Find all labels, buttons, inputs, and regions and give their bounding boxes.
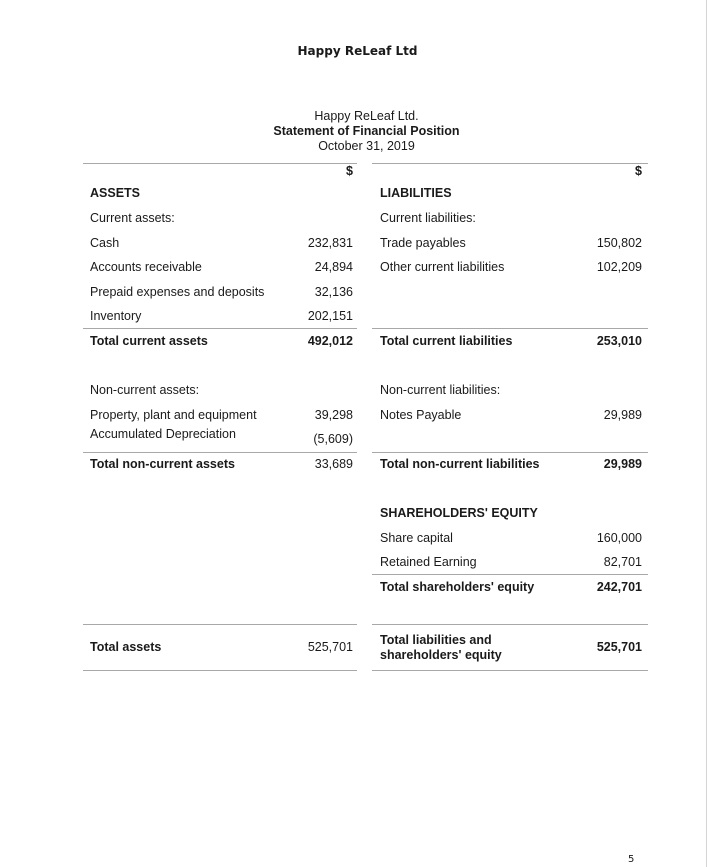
liability-label-other-current: Other current liabilities bbox=[380, 260, 505, 274]
asset-value-cash: 232,831 bbox=[307, 236, 353, 250]
total-noncurrent-assets-label: Total non-current assets bbox=[90, 457, 235, 471]
total-liabilities-equity-value: 525,701 bbox=[596, 640, 642, 654]
total-liabilities-equity-label-1: Total liabilities and bbox=[380, 633, 492, 647]
asset-label-inventory: Inventory bbox=[90, 309, 142, 323]
current-assets-heading: Current assets: bbox=[90, 211, 175, 225]
noncurrent-assets-heading: Non-current assets: bbox=[90, 383, 200, 397]
currency-symbol-left: $ bbox=[346, 164, 353, 178]
total-current-liabilities-value: 253,010 bbox=[596, 334, 642, 348]
liability-value-notes-payable: 29,989 bbox=[603, 408, 642, 422]
rule-total-assets-top bbox=[83, 624, 357, 625]
rule-noncurrent-assets bbox=[83, 452, 357, 453]
statement-title: Statement of Financial Position bbox=[273, 124, 460, 138]
rule-total-liabilities-top bbox=[372, 624, 648, 625]
equity-label-retained-earning: Retained Earning bbox=[380, 555, 477, 569]
total-current-liabilities-label: Total current liabilities bbox=[380, 334, 513, 348]
asset-label-prepaid: Prepaid expenses and deposits bbox=[90, 285, 265, 299]
page-number: 5 bbox=[628, 854, 635, 865]
total-noncurrent-assets-value: 33,689 bbox=[314, 457, 353, 471]
total-assets-label: Total assets bbox=[90, 640, 162, 654]
total-liabilities-equity-label-2: shareholders' equity bbox=[380, 648, 502, 662]
asset-value-ppe: 39,298 bbox=[314, 408, 353, 422]
total-noncurrent-liabilities-value: 29,989 bbox=[603, 457, 642, 471]
company-name: Happy ReLeaf Ltd. bbox=[314, 109, 419, 123]
rule-equity bbox=[372, 574, 648, 575]
currency-symbol-right: $ bbox=[635, 164, 642, 178]
rule-total-assets-bottom bbox=[83, 670, 357, 671]
asset-label-cash: Cash bbox=[90, 236, 120, 250]
liability-label-notes-payable: Notes Payable bbox=[380, 408, 462, 422]
liability-value-trade-payables: 150,802 bbox=[596, 236, 642, 250]
total-assets-value: 525,701 bbox=[307, 640, 353, 654]
equity-heading: SHAREHOLDERS' EQUITY bbox=[380, 506, 538, 520]
liability-value-other-current: 102,209 bbox=[596, 260, 642, 274]
asset-value-receivable: 24,894 bbox=[314, 260, 353, 274]
total-equity-value: 242,701 bbox=[596, 580, 642, 594]
rule-current-assets bbox=[83, 328, 357, 329]
asset-value-inventory: 202,151 bbox=[307, 309, 353, 323]
total-noncurrent-liabilities-label: Total non-current liabilities bbox=[380, 457, 540, 471]
rule-noncurrent-liabilities bbox=[372, 452, 648, 453]
asset-label-ppe: Property, plant and equipment bbox=[90, 408, 257, 422]
liabilities-heading: LIABILITIES bbox=[380, 186, 452, 200]
rule-total-liabilities-bottom bbox=[372, 670, 648, 671]
asset-value-prepaid: 32,136 bbox=[314, 285, 353, 299]
equity-value-retained-earning: 82,701 bbox=[603, 555, 642, 569]
asset-label-receivable: Accounts receivable bbox=[90, 260, 202, 274]
current-liabilities-heading: Current liabilities: bbox=[380, 211, 476, 225]
document-header: Happy ReLeaf Ltd bbox=[297, 44, 418, 58]
assets-heading: ASSETS bbox=[90, 186, 141, 200]
total-current-assets-value: 492,012 bbox=[307, 334, 353, 348]
total-current-assets-label: Total current assets bbox=[90, 334, 208, 348]
statement-date: October 31, 2019 bbox=[318, 139, 415, 153]
rule-current-liabilities bbox=[372, 328, 648, 329]
total-equity-label: Total shareholders' equity bbox=[380, 580, 535, 594]
equity-label-share-capital: Share capital bbox=[380, 531, 453, 545]
noncurrent-liabilities-heading: Non-current liabilities: bbox=[380, 383, 501, 397]
header-rule-left bbox=[83, 163, 357, 164]
asset-label-depreciation: Accumulated Depreciation bbox=[90, 427, 236, 441]
equity-value-share-capital: 160,000 bbox=[596, 531, 642, 545]
liability-label-trade-payables: Trade payables bbox=[380, 236, 466, 250]
asset-value-depreciation: (5,609) bbox=[313, 432, 353, 446]
header-rule-right bbox=[372, 163, 648, 164]
